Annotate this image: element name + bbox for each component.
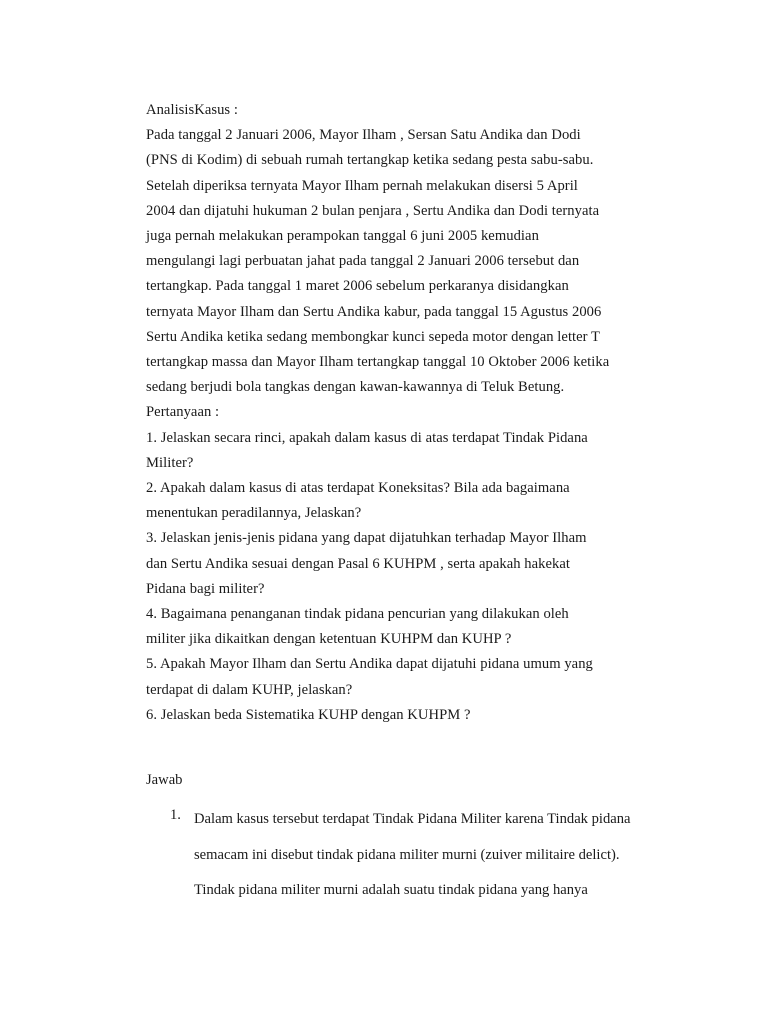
case-line: ternyata Mayor Ilham dan Sertu Andika kabur, pada tanggal 15 Agustus 2006: [146, 303, 602, 320]
case-line: juga pernah melakukan perampokan tanggal 6 juni 2005 kemudian: [146, 228, 539, 245]
case-line: Pada tanggal 2 Januari 2006, Mayor Ilham , Sersan Satu Andika dan Dodi: [146, 127, 581, 144]
case-line: (PNS di Kodim) di sebuah rumah tertangkap ketika sedang pesta sabu-sabu.: [146, 152, 594, 169]
answer-line: Dalam kasus tersebut terdapat Tindak Pidana Militer karena Tindak pidana: [194, 811, 631, 827]
case-line: Setelah diperiksa ternyata Mayor Ilham pernah melakukan disersi 5 April: [146, 177, 578, 194]
answer-list: [146, 802, 676, 909]
case-line: 2004 dan dijatuhi hukuman 2 bulan penjara , Sertu Andika dan Dodi ternyata: [146, 202, 600, 219]
case-line: mengulangi lagi perbuatan jahat pada tanggal 2 Januari 2006 tersebut dan: [146, 253, 580, 270]
case-line: tertangkap massa dan Mayor Ilham tertangkap tanggal 10 Oktober 2006 ketika: [146, 354, 610, 371]
question-line: 3. Jelaskan jenis-jenis pidana yang dapat dijatuhkan terhadap Mayor Ilham: [146, 530, 587, 547]
question-line: militer jika dikaitkan dengan ketentuan KUHPM dan KUHP ?: [146, 631, 512, 648]
case-line: tertangkap. Pada tanggal 1 maret 2006 sebelum perkaranya disidangkan: [146, 278, 569, 295]
case-heading: AnalisisKasus :: [146, 102, 238, 118]
question-line: 4. Bagaimana penanganan tindak pidana pencurian yang dilakukan oleh: [146, 606, 569, 623]
answer-line: semacam ini disebut tindak pidana militer murni (zuiver militaire delict).: [194, 846, 620, 863]
answer-item-number: 1.: [170, 807, 181, 823]
question-line: Pidana bagi militer?: [146, 580, 265, 597]
case-and-questions: [146, 98, 666, 728]
question-line: 5. Apakah Mayor Ilham dan Sertu Andika dapat dijatuhi pidana umum yang: [146, 656, 593, 673]
case-line: Sertu Andika ketika sedang membongkar kunci sepeda motor dengan letter T: [146, 328, 600, 345]
question-line: 1. Jelaskan secara rinci, apakah dalam kasus di atas terdapat Tindak Pidana: [146, 429, 588, 446]
answer-item: [146, 802, 676, 909]
questions-heading: Pertanyaan :: [146, 404, 220, 421]
question-line: dan Sertu Andika sesuai dengan Pasal 6 KUHPM , serta apakah hakekat: [146, 555, 571, 572]
question-line: 6. Jelaskan beda Sistematika KUHP dengan KUHPM ?: [146, 706, 471, 723]
question-line: terdapat di dalam KUHP, jelaskan?: [146, 681, 353, 698]
answer-line: Tindak pidana militer murni adalah suatu tindak pidana yang hanya: [194, 882, 588, 898]
answer-item-text: [194, 802, 676, 909]
answer-heading: Jawab: [146, 772, 183, 788]
question-line: 2. Apakah dalam kasus di atas terdapat Koneksitas? Bila ada bagaimana: [146, 480, 570, 497]
case-line: sedang berjudi bola tangkas dengan kawan-kawannya di Teluk Betung.: [146, 379, 565, 396]
question-line: Militer?: [146, 454, 194, 471]
question-line: menentukan peradilannya, Jelaskan?: [146, 505, 362, 522]
